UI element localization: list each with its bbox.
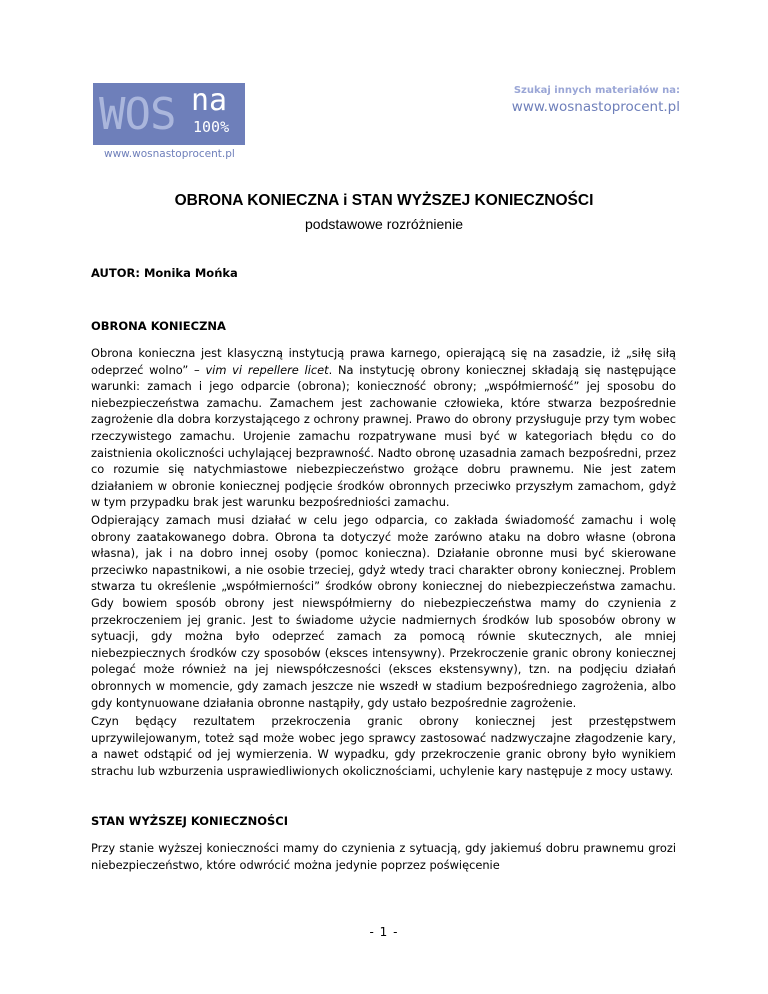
promo-label: Szukaj innych materiałów na:	[513, 85, 680, 96]
document-subtitle: podstawowe rozróżnienie	[305, 216, 463, 232]
page-number: - 1 -	[369, 925, 399, 939]
promo-url-link[interactable]: www.wosnastoprocent.pl	[511, 99, 680, 115]
section-heading-stan: STAN WYŻSZEJ KONIECZNOŚCI	[91, 814, 288, 828]
paragraph-stan-1: Przy stanie wyższej konieczności mamy do czynienia z sytuacją, gdy jakiemuś dobru prawnemu grozi niebezpieczeństwo, które odwrócić można jedynie poprzez poświęcenie	[91, 841, 676, 872]
paragraph-obrona-2: Odpierający zamach musi działać w celu jego odparcia, co zakłada świadomość zamachu i wolę obrony zaatakowanego dobra. Obrona ta dotyczyć może zarówno ataku na dobro własne (obrona własna), jak i na dobro innej osoby (pomoc konieczna). Działanie obronne musi być skierowane przeciwko napastnikowi, a nie osobie trzeciej, gdyż wtedy traci charakter obrony koniecznej. Problem stwarza tu określenie „współmierności” środków obrony koniecznej do niebezpieczeństwa zamachu. Gdy bowiem sposób obrony jest niewspółmierny do niebezpieczeństwa mamy do czynienia z przekroczeniem jej granic. Jest to świadome użycie nadmiernych środków lub sposobów obrony w sytuacji, gdy można było odeprzeć zamach za pomocą równie skutecznych, ale mniej niebezpiecznych środków czy sposobów (eksces intensywny). Przekroczenie granic obrony koniecznej polegać może również na jej niewspółczesności (eksces ekstensywny), tzn. na podjęciu działań obronnych w momencie, gdy zamach jeszcze nie wszedł w stadium bezpośredniego zagrożenia, albo gdy kontynuowane działania obronne nastąpiły, gdy ustało bezpośrednie zagrożenie.	[91, 513, 676, 710]
logo-na-text: na	[191, 83, 228, 118]
document-title: OBRONA KONIECZNA i STAN WYŻSZEJ KONIECZNOŚCI	[174, 192, 594, 209]
site-logo[interactable]	[93, 83, 245, 145]
paragraph-text: . Na instytucję obrony koniecznej składają się następujące warunki: zamach i jego odparcie (obrona); konieczność obrony; „współmierność” jej sposobu do niebezpieczeństwa zamachu. Zamachem jest zachowanie człowieka, które stwarza bezpośrednie zagrożenie dla dobra korzystającego z ochrony prawnej. Prawo do obrony przysługuje przy tym wobec rzeczywistego zamachu. Urojenie zamachu rozpatrywane musi być w kategoriach błędu co do zaistnienia okoliczności uchylającej bezprawność. Nadto obronę uzasadnia zamach bezpośredni, przez co rozumie się natychmiastowe niebezpieczeństwo grożące dobru prawnemu. Nie jest zatem działaniem w obronie koniecznej podjęcie środków obronnych przeciwko przyszłym zamachom, gdyż w tym przypadku brak jest warunku bezpośredniości zamachu.	[91, 362, 677, 510]
paragraph-obrona-1	[91, 345, 676, 511]
latin-phrase: vim vi repellere licet	[205, 362, 329, 377]
paragraph-text: Obrona konieczna jest klasyczną instytucją prawa karnego, opierającą się na zasadzie, iż „siłę siłą odeprzeć wolno” –	[91, 346, 676, 377]
logo-url-link[interactable]: www.wosnastoprocent.pl	[104, 148, 235, 160]
logo-percent-text: 100%	[193, 118, 230, 136]
logo-wos-text: WOS	[99, 89, 176, 140]
author-line: AUTOR: Monika Mońka	[91, 266, 238, 280]
section-heading-obrona: OBRONA KONIECZNA	[91, 319, 226, 333]
paragraph-obrona-3: Czyn będący rezultatem przekroczenia granic obrony koniecznej jest przestępstwem uprzywilejowanym, toteż sąd może wobec jego sprawcy zastosować nadzwyczajne złagodzenie kary, a nawet odstąpić od jej wymierzenia. W wypadku, gdy przekroczenie granic obrony było wynikiem strachu lub wzburzenia usprawiedliwionych okolicznościami, uchylenie kary następuje z mocy ustawy.	[91, 714, 676, 778]
